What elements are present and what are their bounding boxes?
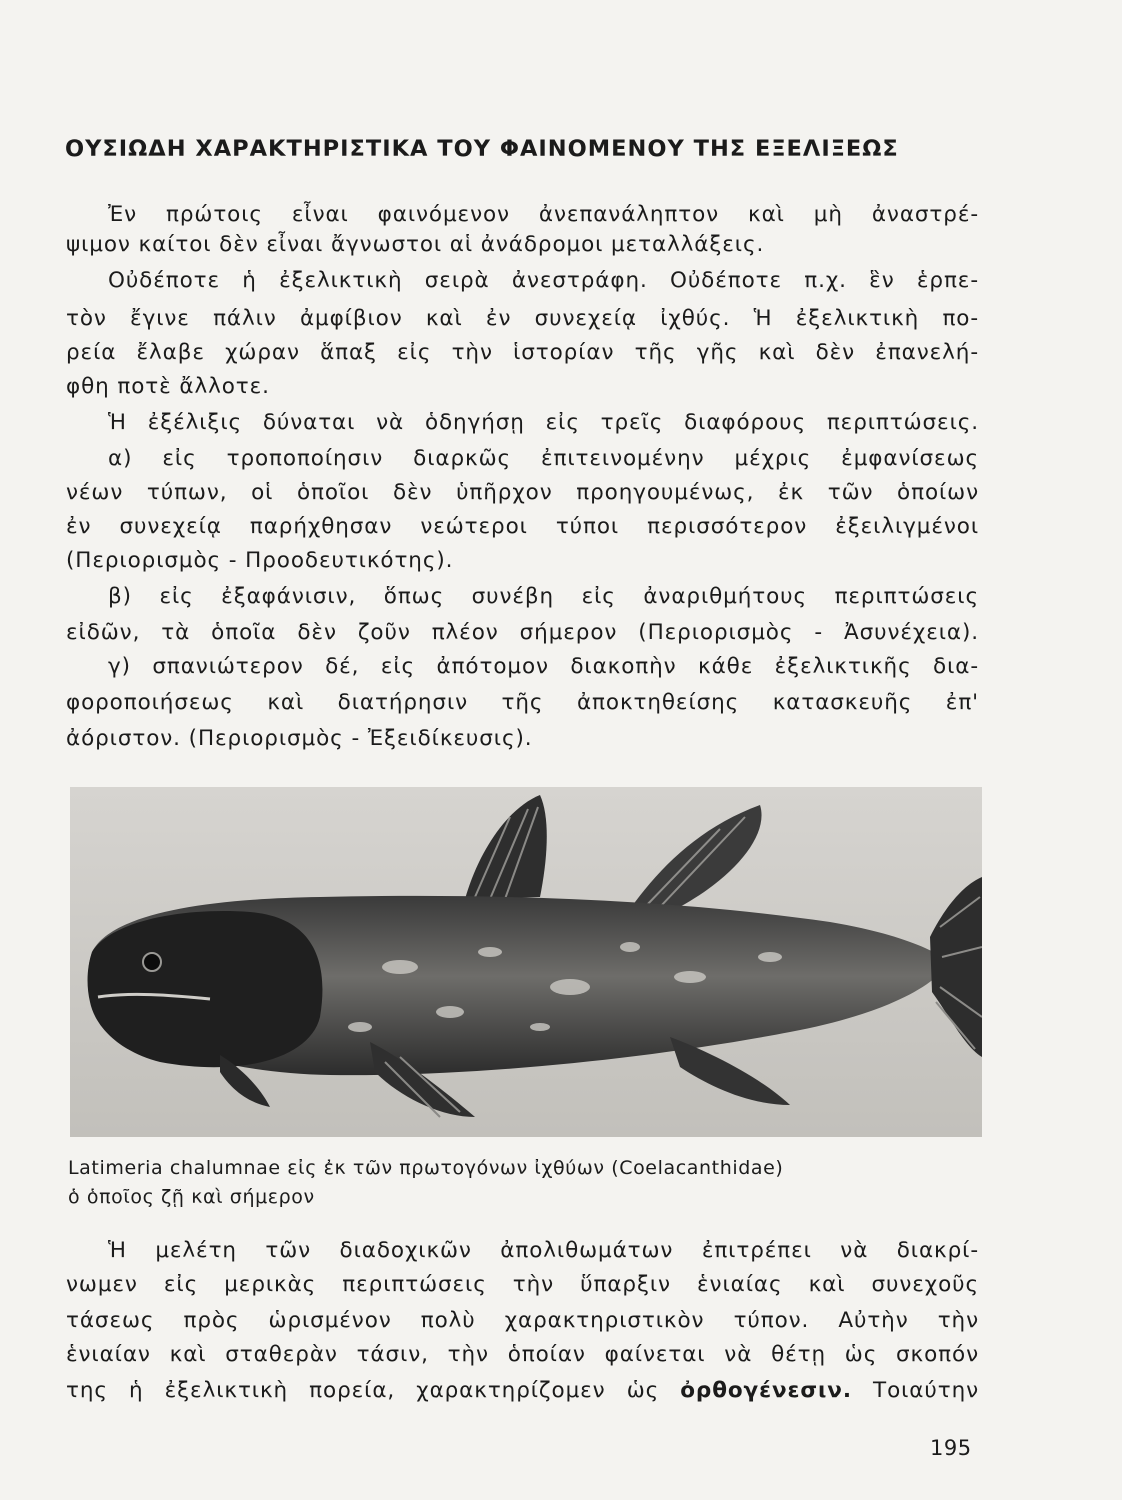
text-line: Ἐν πρώτοις εἶναι φαινόμενον ἀνεπανάληπτον καὶ μὴ ἀναστρέ- xyxy=(108,202,979,227)
figure-caption-line-2: ὁ ὁποῖος ζῇ καὶ σήμερον xyxy=(68,1186,315,1208)
text-line: εἰδῶν, τὰ ὁποῖα δὲν ζοῦν πλέον σήμερον (Περιορισμὸς - Ἀσυνέχεια). xyxy=(66,620,979,645)
text-line: (Περιορισμὸς - Προοδευτικότης). xyxy=(66,548,454,573)
fish-head xyxy=(88,911,323,1067)
text-line: ρεία ἔλαβε χώραν ἅπαξ εἰς τὴν ἱστορίαν τῆς γῆς καὶ δὲν ἐπανελή- xyxy=(66,340,979,365)
text-line-last xyxy=(66,1376,979,1406)
section-heading: ΟΥΣΙΩΔΗ ΧΑΡΑΚΤΗΡΙΣΤΙΚΑ ΤΟΥ ΦΑΙΝΟΜΕΝΟΥ ΤΗΣ ΕΞΕΛΙΞΕΩΣ xyxy=(65,136,899,162)
text-line: ἐν συνεχείᾳ παρήχθησαν νεώτεροι τύποι περισσότερον ἐξειλιγμένοι xyxy=(66,514,979,539)
text-line: Ἡ μελέτη τῶν διαδοχικῶν ἀπολιθωμάτων ἐπιτρέπει νὰ διακρί- xyxy=(108,1238,979,1263)
eye-icon xyxy=(143,953,161,971)
text-line: τὸν ἔγινε πάλιν ἀμφίβιον καὶ ἐν συνεχείᾳ ἰχθύς. Ἡ ἐξελικτικὴ πο- xyxy=(66,306,979,331)
text-line: φοροποιήσεως καὶ διατήρησιν τῆς ἀποκτηθείσης κατασκευῆς ἐπ' xyxy=(66,690,979,715)
text-line: Οὐδέποτε ἡ ἐξελικτικὴ σειρὰ ἀνεστράφη. Οὐδέποτε π.χ. ἓν ἑρπε- xyxy=(108,268,979,293)
text-line: νωμεν εἰς μερικὰς περιπτώσεις τὴν ὕπαρξιν ἑνιαίας καὶ συνεχοῦς xyxy=(66,1272,979,1297)
text-span: της ἡ ἐξελικτικὴ πορεία, χαρακτηρίζομεν ὡς xyxy=(66,1378,660,1403)
text-line: β) εἰς ἐξαφάνισιν, ὅπως συνέβη εἰς ἀναριθμήτους περιπτώσεις xyxy=(108,584,979,609)
page-number: 195 xyxy=(930,1436,972,1460)
text-span: Τοιαύτην xyxy=(873,1378,980,1403)
bold-term: ὀρθογένεσιν. xyxy=(680,1378,852,1403)
text-line: ἑνιαίαν καὶ σταθερὰν τάσιν, τὴν ὁποίαν φαίνεται νὰ θέτῃ ὡς σκοπόν xyxy=(66,1342,979,1367)
fish-illustration xyxy=(70,787,982,1137)
text-line: τάσεως πρὸς ὡρισμένον πολὺ χαρακτηριστικὸν τύπον. Αὐτὴν τὴν xyxy=(66,1308,979,1333)
text-line: φθη ποτὲ ἄλλοτε. xyxy=(66,374,270,399)
coelacanth-photo xyxy=(70,787,982,1137)
text-line: ψιμον καίτοι δὲν εἶναι ἄγνωστοι αἱ ἀνάδρομοι μεταλλάξεις. xyxy=(66,232,765,257)
figure-caption-line-1: Latimeria chalumnae εἰς ἐκ τῶν πρωτογόνων ἰχθύων (Coelacanthidae) xyxy=(68,1157,784,1179)
text-line: γ) σπανιώτερον δέ, εἰς ἀπότομον διακοπὴν κάθε ἐξελικτικῆς δια- xyxy=(108,654,979,679)
text-line: νέων τύπων, οἱ ὁποῖοι δὲν ὑπῆρχον προηγουμένως, ἐκ τῶν ὁποίων xyxy=(66,480,979,505)
text-line: ἀόριστον. (Περιορισμὸς - Ἐξειδίκευσις). xyxy=(66,726,533,751)
text-line: Ἡ ἐξέλιξις δύναται νὰ ὁδηγήσῃ εἰς τρεῖς διαφόρους περιπτώσεις. xyxy=(108,410,979,435)
text-line: α) εἰς τροποποίησιν διαρκῶς ἐπιτεινομένην μέχρις ἐμφανίσεως xyxy=(108,446,979,471)
